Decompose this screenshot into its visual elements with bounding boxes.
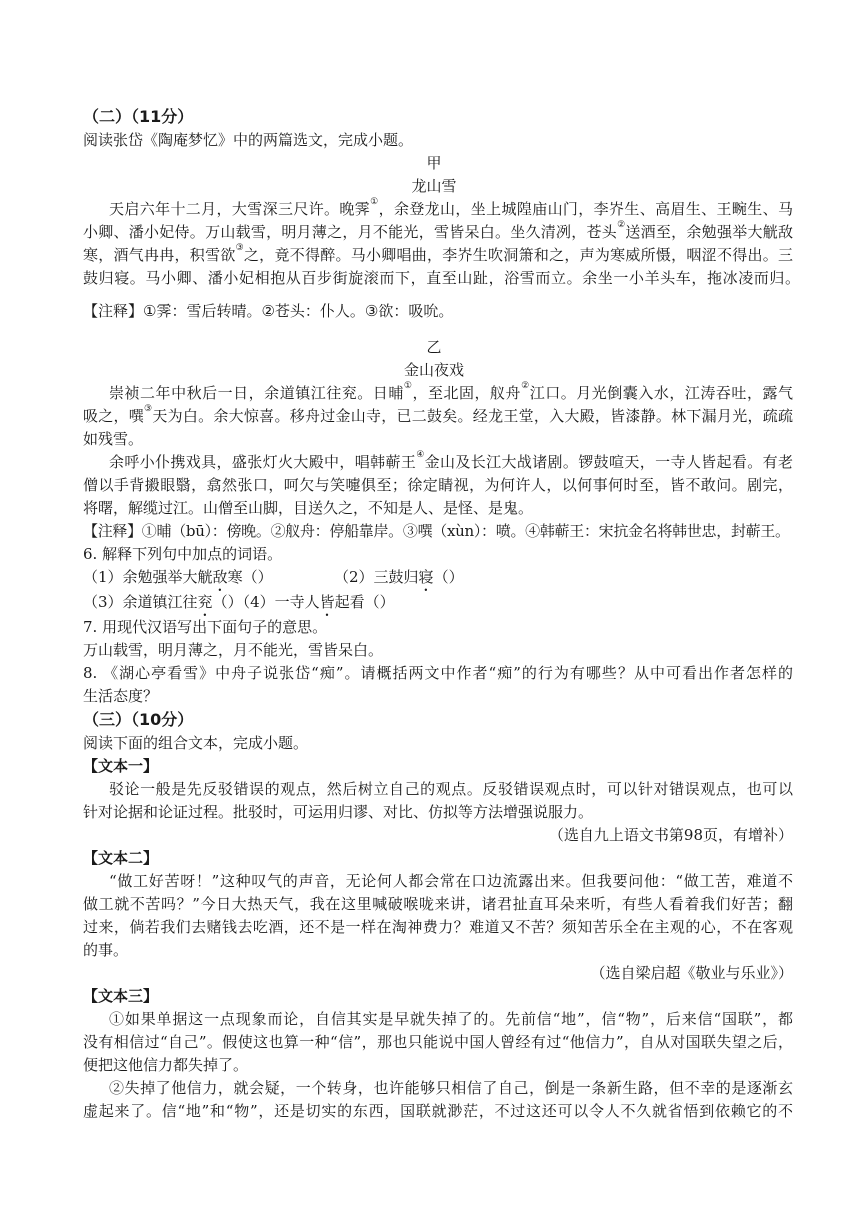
section-2-heading: （二）（11分） — [83, 107, 194, 126]
passage-b-line-3: 如残雪。 — [83, 430, 144, 448]
text-2-source: （选自梁启超《敬业与乐业》） — [590, 964, 793, 982]
text-2-label: 【文本二】 — [83, 849, 159, 867]
passage-b-title: 金山夜戏 — [403, 361, 464, 379]
passage-a-line-2: 小卿、潘小妃侍。万山载雪，明月薄之，月不能光，雪皆呆白。坐久清冽，苍头②送酒至，余勉强举大觥敌 — [83, 220, 793, 241]
question-8-line-2: 生活态度？ — [83, 687, 159, 705]
question-6-item-1: （1）余勉强举大觥敌寒（） — [83, 568, 273, 586]
section-3-heading: （三）（10分） — [83, 710, 194, 729]
passage-b-line-4: 余呼小仆携戏具，盛张灯火大殿中，唱韩蕲王④金山及长江大战诸剧。锣鼓喧天，一寺人皆起看。有老 — [109, 450, 793, 471]
text-2-line-3: 过来，倘若我们去赌钱去吃酒，还不是一样在淘神费力？难道又不苦？须知苦乐全在主观的心，不在客观 — [83, 918, 793, 936]
passage-a-line-3: 寒，酒气冉冉，积雪欲③之，竟不得醉。马小卿唱曲，李岕生吹洞箫和之，声为寒威所慑，咽涩不得出。三 — [83, 243, 793, 264]
text-3-p2-line-2: 虚起来了。信“地”和“物”，还是切实的东西，国联就渺茫，不过这还可以令人不久就省悟到依赖它的不 — [83, 1102, 793, 1120]
passage-b-line-2: 吸之，噀③天为白。余大惊喜。移舟过金山寺，已二鼓矣。经龙王堂，入大殿，皆漆静。林下漏月光，疏疏 — [83, 404, 793, 425]
text-3-p1-line-3: 便把这他信力都失掉了。 — [83, 1056, 249, 1074]
text-1-label: 【文本一】 — [83, 757, 159, 775]
passage-a-title: 龙山雪 — [411, 177, 457, 195]
passage-a-line-4: 鼓归寝。马小卿、潘小妃相抱从百步街旋滚而下，直至山趾，浴雪而立。余坐一小羊头车，拖冰凌而归。 — [83, 269, 801, 287]
text-1-line-1: 驳论一般是先反驳错误的观点，然后树立自己的观点。反驳错误观点时，可以针对错误观点，也可以 — [109, 780, 793, 798]
text-2-line-1: “做工好苦呀！”这种叹气的声音，无论何人都会常在口边流露出来。但我要问他：“做工苦，难道不 — [109, 872, 793, 890]
question-7-sentence: 万山载雪，明月薄之，月不能光，雪皆呆白。 — [83, 641, 384, 659]
text-2-line-4: 的事。 — [83, 941, 129, 959]
text-3-label: 【文本三】 — [83, 987, 159, 1005]
text-1-line-2: 针对论据和论证过程。批驳时，可运用归谬、对比、仿拟等方法增强说服力。 — [83, 803, 594, 821]
text-1-source: （选自九上语文书第98页，有增补） — [548, 826, 793, 844]
passage-a-notes: 【注释】①霁：雪后转晴。②苍头：仆人。③欲：吸吮。 — [83, 302, 454, 320]
text-2-line-2: 做工就不苦吗？”今日大热天气，我在这里喊破喉咙来讲，诸君扯直耳朵来听，有些人看着我们好苦；翻 — [83, 895, 793, 913]
question-6: 6. 解释下列句中加点的词语。 — [83, 545, 283, 563]
section-2-intro: 阅读张岱《陶庵梦忆》中的两篇选文，完成小题。 — [83, 131, 414, 149]
text-3-p1-line-2: 没有相信过“自己”。假使这也算一种“信”，那也只能说中国人曾经有过“他信力”，自从对国联失望之后， — [83, 1033, 793, 1051]
passage-b-label: 乙 — [426, 338, 442, 356]
question-6-item-2: （2）三鼓归寝（） — [334, 568, 464, 586]
section-3-intro: 阅读下面的组合文本，完成小题。 — [83, 734, 309, 752]
passage-b-line-5: 僧以手背摋眼翳，翕然张口，呵欠与笑嚏俱至；徐定睛视，为何许人，以何事何时至，皆不敢问。剧完， — [83, 476, 793, 494]
passage-b-notes: 【注释】①晡（bū）：傍晚。②舣舟：停船靠岸。③噀（xùn）：喷。④韩蕲王：宋抗金名将韩世忠，封蕲王。 — [83, 522, 790, 540]
question-6-items-3-4: （3）余道镇江往兖（）（4）一寺人皆起看（） — [83, 593, 395, 611]
text-3-p1-line-1: ①如果单据这一点现象而论，自信其实是早就失掉了的。先前信“地”，信“物”，后来信“国联”，都 — [109, 1010, 793, 1028]
question-7: 7. 用现代汉语写出下面句子的意思。 — [83, 618, 328, 636]
passage-a-label: 甲 — [426, 154, 442, 172]
question-8-line-1: 8. 《湖心亭看雪》中舟子说张岱“痴”。请概括两文中作者“痴”的行为有哪些？从中可看出作者怎样的 — [83, 664, 793, 682]
text-3-p2-line-1: ②失掉了他信力，就会疑，一个转身，也许能够只相信了自己，倒是一条新生路，但不幸的是逐渐玄 — [109, 1079, 793, 1097]
passage-b-line-6: 将曙，解缆过江。山僧至山脚，目送久之，不知是人、是怪、是鬼。 — [83, 499, 534, 517]
passage-b-line-1: 崇祯二年中秋后一日，余道镇江往兖。日晡①，至北固，舣舟②江口。月光倒囊入水，江涛吞吐，露气 — [109, 381, 793, 402]
passage-a-line-1: 天启六年十二月，大雪深三尺许。晚霁①，余登龙山，坐上城隍庙山门，李岕生、高眉生、王畹生、马 — [109, 197, 793, 218]
